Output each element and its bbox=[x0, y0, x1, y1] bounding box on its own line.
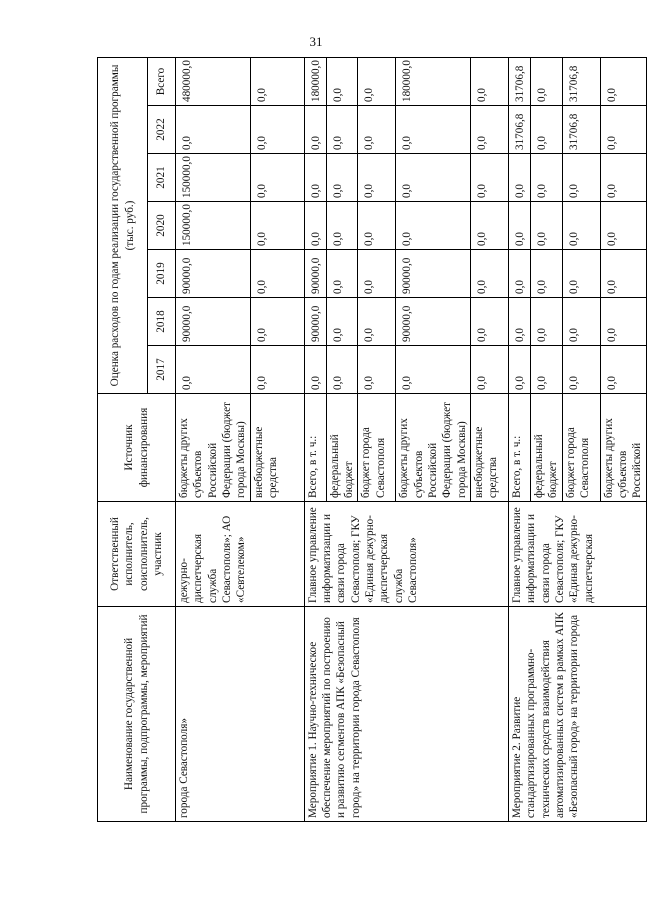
source-cell: бюджеты других субъектов Российской bbox=[600, 394, 646, 502]
header-funding-source: Источник финансирования bbox=[98, 394, 176, 502]
value-cell: 31706,8 bbox=[562, 106, 600, 154]
source-cell: бюджеты других субъектов Российской Федерации (бюджет города Москвы) bbox=[396, 394, 471, 502]
header-total: Всего bbox=[148, 57, 176, 105]
header-year: 2018 bbox=[148, 298, 176, 346]
value-cell: 0,0 bbox=[358, 250, 396, 298]
value-cell: 0,0 bbox=[508, 250, 530, 298]
value-cell: 0,0 bbox=[470, 154, 508, 202]
value-cell: 0,0 bbox=[530, 154, 562, 202]
value-cell: 0,0 bbox=[304, 202, 326, 250]
value-cell: 180000,0 bbox=[396, 57, 471, 105]
program-name-cell: Мероприятие 2. Развитие стандартизированных программно-технических средств взаимодействия автоматизированных систем в рамках АПК «Безопасный город» на территории города bbox=[508, 607, 646, 822]
value-cell: 0,0 bbox=[326, 250, 358, 298]
value-cell: 0,0 bbox=[600, 154, 646, 202]
value-cell: 0,0 bbox=[470, 298, 508, 346]
source-cell: внебюджетные средства bbox=[470, 394, 508, 502]
value-cell: 0,0 bbox=[470, 346, 508, 394]
value-cell: 0,0 bbox=[326, 346, 358, 394]
header-year: 2019 bbox=[148, 250, 176, 298]
value-cell: 150000,0 bbox=[176, 202, 251, 250]
value-cell: 0,0 bbox=[326, 57, 358, 105]
source-cell: бюджет города Севастополя bbox=[358, 394, 396, 502]
source-cell: бюджеты других субъектов Российской Федерации (бюджет города Москвы) bbox=[176, 394, 251, 502]
value-cell: 150000,0 bbox=[176, 154, 251, 202]
value-cell: 0,0 bbox=[176, 346, 251, 394]
executor-cell: Главное управление информатизации и связи города Севастополя; ГКУ «Единая дежурно-диспетчерская служба Севастополя» bbox=[304, 502, 508, 607]
value-cell: 0,0 bbox=[250, 154, 304, 202]
value-cell: 0,0 bbox=[562, 250, 600, 298]
source-cell: внебюджетные средства bbox=[250, 394, 304, 502]
value-cell: 0,0 bbox=[250, 298, 304, 346]
value-cell: 0,0 bbox=[562, 202, 600, 250]
source-cell: бюджет города Севастополя bbox=[562, 394, 600, 502]
value-cell: 0,0 bbox=[396, 154, 471, 202]
value-cell: 90000,0 bbox=[176, 298, 251, 346]
value-cell: 0,0 bbox=[326, 298, 358, 346]
value-cell: 0,0 bbox=[530, 298, 562, 346]
value-cell: 0,0 bbox=[600, 106, 646, 154]
value-cell: 0,0 bbox=[508, 298, 530, 346]
value-cell: 0,0 bbox=[304, 346, 326, 394]
header-year: 2022 bbox=[148, 106, 176, 154]
value-cell: 0,0 bbox=[358, 298, 396, 346]
value-cell: 480000,0 bbox=[176, 57, 251, 105]
header-estimate: Оценка расходов по годам реализации государственной программы (тыс. руб.) bbox=[98, 57, 148, 393]
value-cell: 0,0 bbox=[470, 202, 508, 250]
executor-cell: дежурно-диспетчерская служба Севастополя»; АО «Севтелеком» bbox=[176, 502, 305, 607]
value-cell: 0,0 bbox=[600, 298, 646, 346]
value-cell: 0,0 bbox=[508, 346, 530, 394]
value-cell: 0,0 bbox=[250, 106, 304, 154]
value-cell: 0,0 bbox=[508, 154, 530, 202]
program-name-cell: города Севастополя» bbox=[176, 607, 305, 822]
value-cell: 90000,0 bbox=[396, 250, 471, 298]
value-cell: 0,0 bbox=[562, 298, 600, 346]
value-cell: 90000,0 bbox=[176, 250, 251, 298]
source-cell: Всего, в т. ч.: bbox=[304, 394, 326, 502]
value-cell: 0,0 bbox=[358, 57, 396, 105]
value-cell: 0,0 bbox=[326, 202, 358, 250]
header-year: 2021 bbox=[148, 154, 176, 202]
value-cell: 90000,0 bbox=[396, 298, 471, 346]
value-cell: 0,0 bbox=[508, 202, 530, 250]
value-cell: 90000,0 bbox=[304, 250, 326, 298]
value-cell: 0,0 bbox=[358, 106, 396, 154]
value-cell: 31706,8 bbox=[508, 57, 530, 105]
expenditure-table bbox=[97, 57, 647, 822]
value-cell: 0,0 bbox=[530, 106, 562, 154]
value-cell: 0,0 bbox=[358, 202, 396, 250]
source-cell: федеральный бюджет bbox=[530, 394, 562, 502]
table-row bbox=[508, 57, 530, 821]
value-cell: 0,0 bbox=[600, 250, 646, 298]
value-cell: 180000,0 bbox=[304, 57, 326, 105]
table-row bbox=[304, 57, 326, 821]
table-row bbox=[176, 57, 251, 821]
value-cell: 0,0 bbox=[250, 202, 304, 250]
value-cell: 0,0 bbox=[600, 57, 646, 105]
value-cell: 0,0 bbox=[326, 154, 358, 202]
value-cell: 0,0 bbox=[176, 106, 251, 154]
value-cell: 0,0 bbox=[250, 346, 304, 394]
value-cell: 0,0 bbox=[250, 250, 304, 298]
value-cell: 0,0 bbox=[562, 154, 600, 202]
executor-cell: Главное управление информатизации и связи города Севастополя; ГКУ «Единая дежурно-диспетчерская bbox=[508, 502, 646, 607]
page-number: 31 bbox=[309, 34, 323, 49]
source-cell: Всего, в т. ч.: bbox=[508, 394, 530, 502]
value-cell: 0,0 bbox=[326, 106, 358, 154]
header-executor: Ответственный исполнитель, соисполнитель, участник bbox=[98, 502, 176, 607]
value-cell: 0,0 bbox=[530, 346, 562, 394]
value-cell: 0,0 bbox=[396, 346, 471, 394]
value-cell: 0,0 bbox=[470, 106, 508, 154]
value-cell: 0,0 bbox=[530, 250, 562, 298]
header-year: 2020 bbox=[148, 202, 176, 250]
value-cell: 0,0 bbox=[304, 106, 326, 154]
value-cell: 0,0 bbox=[396, 202, 471, 250]
value-cell: 90000,0 bbox=[304, 298, 326, 346]
value-cell: 0,0 bbox=[358, 346, 396, 394]
rotated-table-wrapper bbox=[97, 60, 644, 822]
value-cell: 31706,8 bbox=[508, 106, 530, 154]
program-name-cell: Мероприятие 1. Научно-техническое обеспечение мероприятий по построению и развитию сегментов АПК «Безопасный город» на территории города Севастополя bbox=[304, 607, 508, 822]
value-cell: 0,0 bbox=[530, 202, 562, 250]
value-cell: 0,0 bbox=[250, 57, 304, 105]
value-cell: 0,0 bbox=[470, 57, 508, 105]
value-cell: 0,0 bbox=[600, 202, 646, 250]
value-cell: 0,0 bbox=[470, 250, 508, 298]
value-cell: 0,0 bbox=[562, 346, 600, 394]
value-cell: 0,0 bbox=[358, 154, 396, 202]
value-cell: 0,0 bbox=[396, 106, 471, 154]
header-year: 2017 bbox=[148, 346, 176, 394]
value-cell: 0,0 bbox=[530, 57, 562, 105]
source-cell: федеральный бюджет bbox=[326, 394, 358, 502]
value-cell: 0,0 bbox=[304, 154, 326, 202]
value-cell: 31706,8 bbox=[562, 57, 600, 105]
header-program-name: Наименование государственной программы, подпрограммы, мероприятий bbox=[98, 607, 176, 822]
value-cell: 0,0 bbox=[600, 346, 646, 394]
